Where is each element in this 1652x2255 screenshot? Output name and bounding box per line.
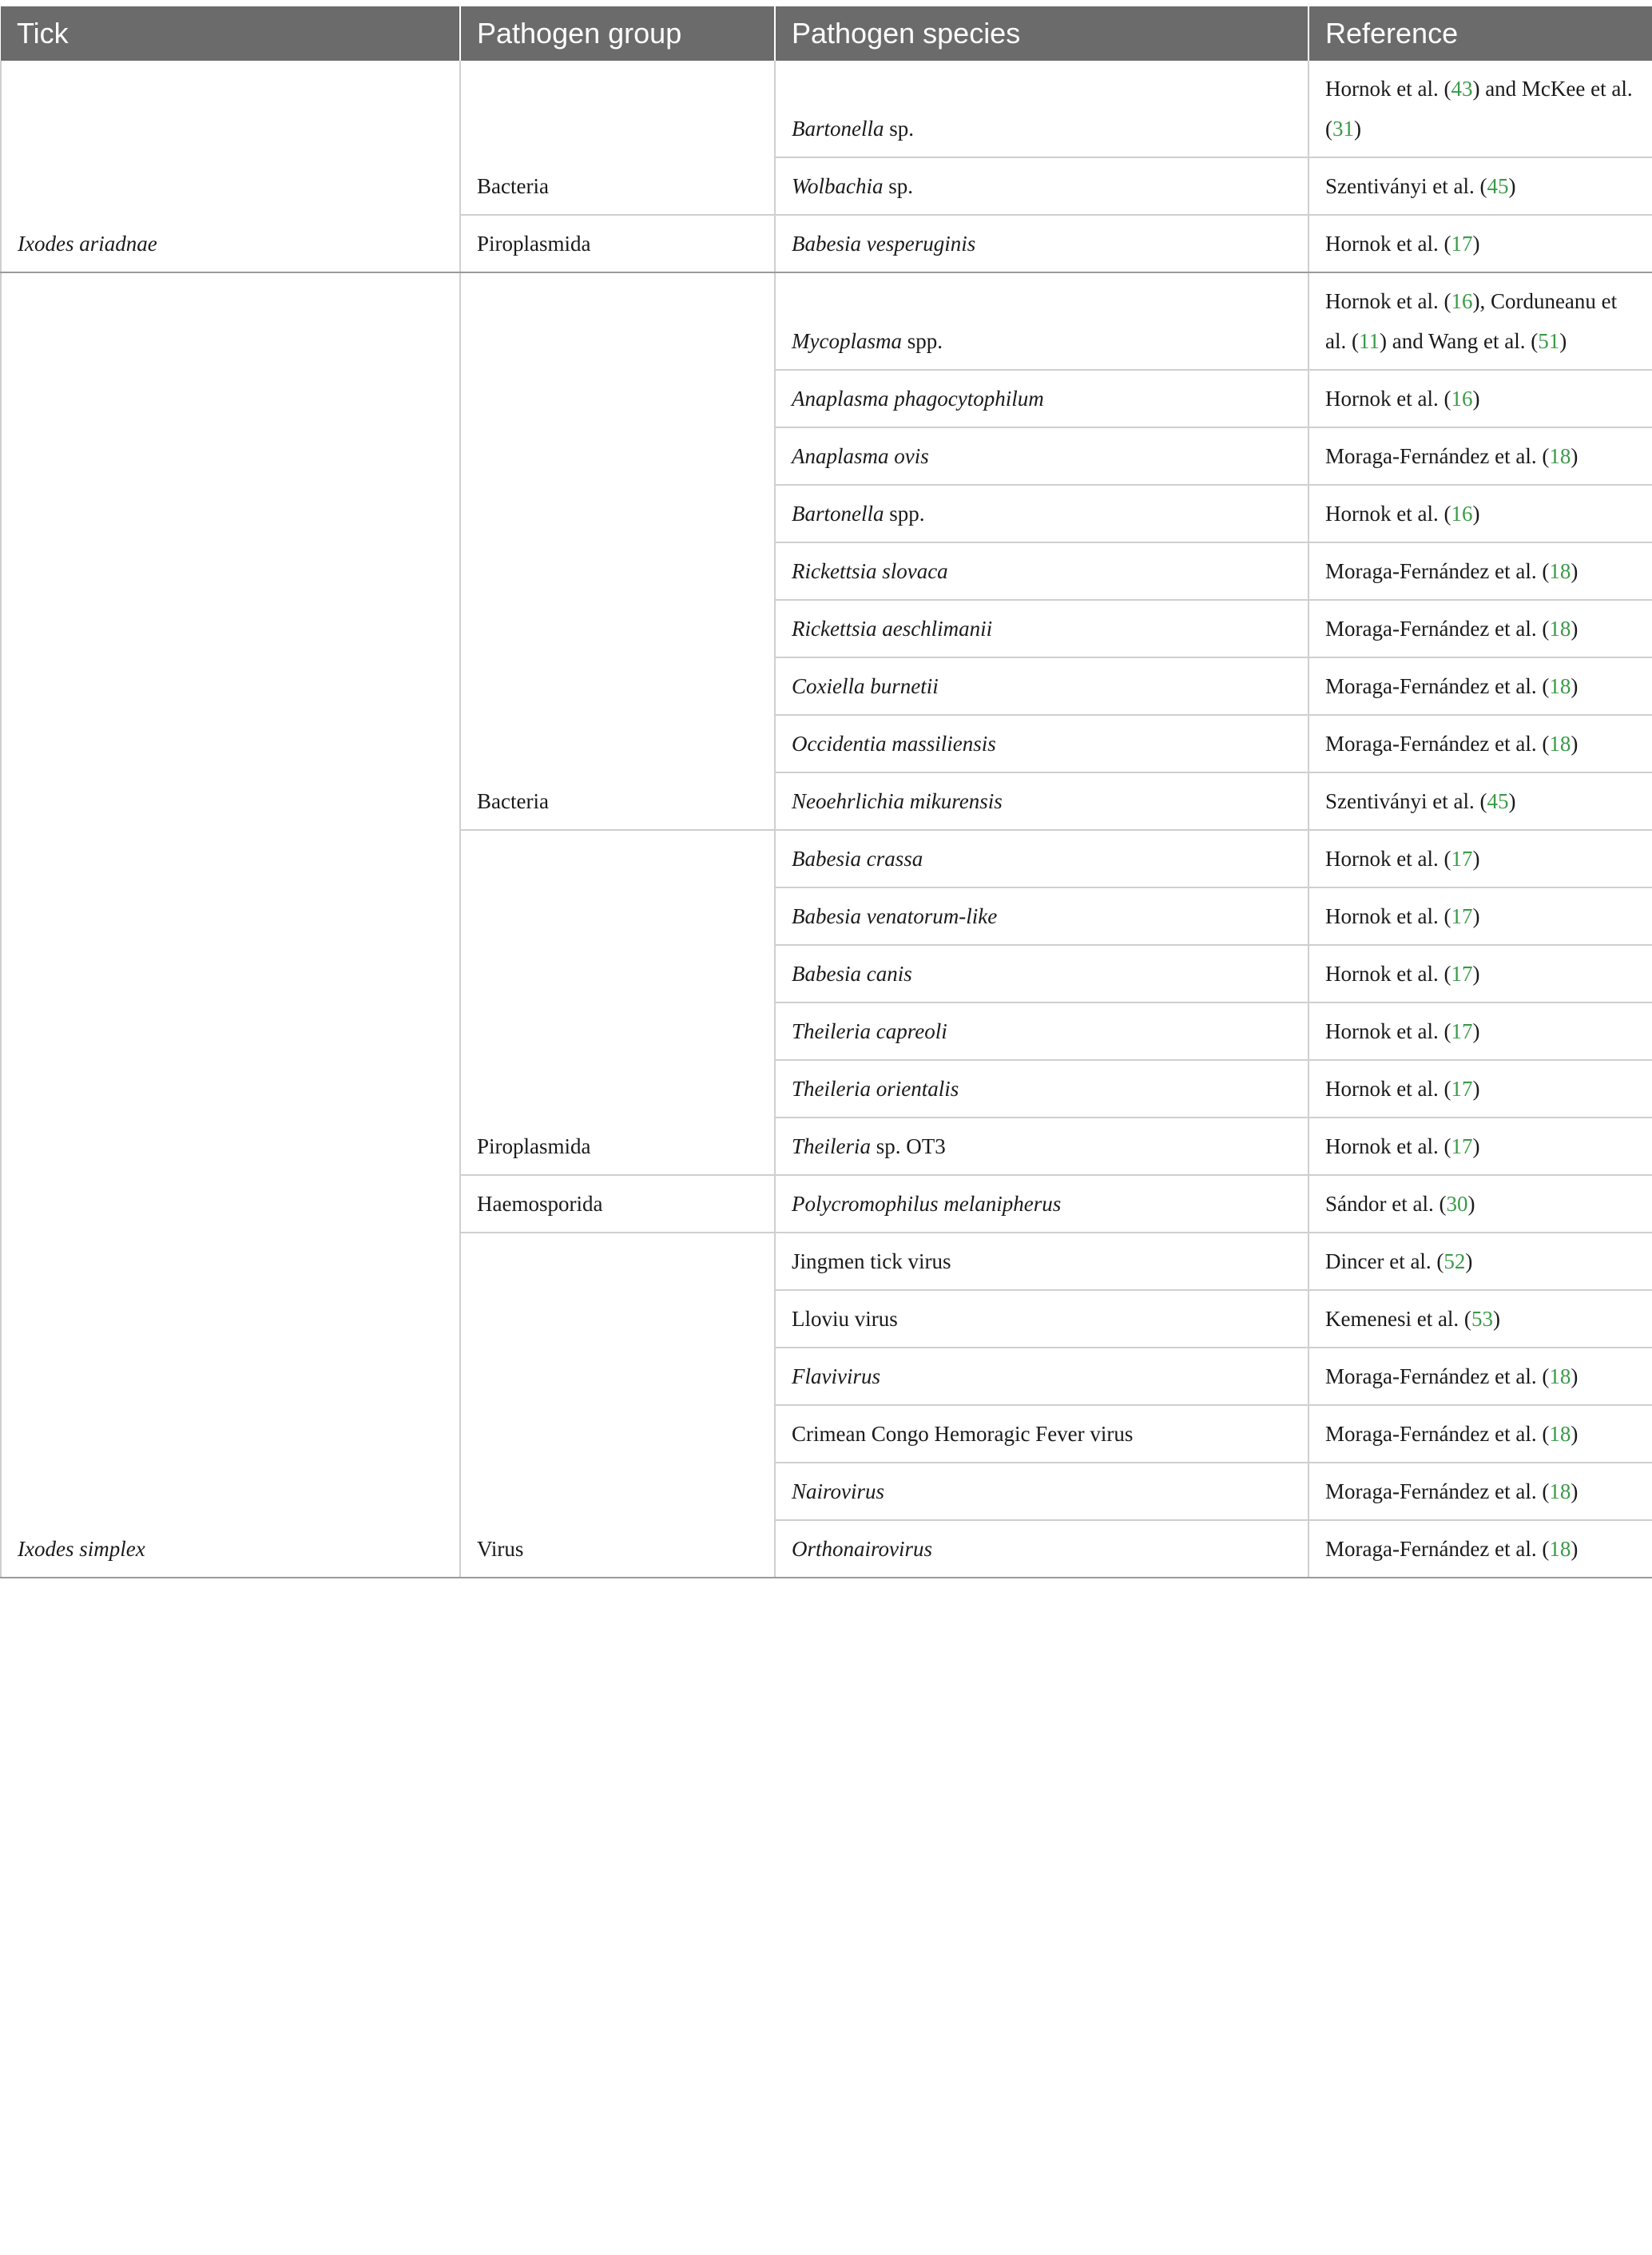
reference-text: ) — [1354, 117, 1361, 141]
species-text: sp. — [884, 117, 915, 141]
pathogen-species-cell — [775, 1463, 1308, 1520]
reference-cell — [1308, 772, 1652, 830]
reference-cell — [1308, 1175, 1652, 1233]
reference-cell — [1308, 427, 1652, 485]
citation-number: 17 — [1451, 1077, 1473, 1101]
reference-text: Moraga-Fernández et al. ( — [1325, 1537, 1550, 1561]
reference-text: ) — [1571, 1537, 1579, 1561]
pathogen-group-cell: Haemosporida — [460, 1175, 775, 1233]
reference-text: Hornok et al. ( — [1325, 289, 1451, 313]
citation-number: 45 — [1487, 174, 1509, 198]
reference-cell — [1308, 485, 1652, 542]
citation-number: 52 — [1444, 1249, 1466, 1273]
species-name-italic: Babesia venatorum-like — [792, 904, 998, 928]
pathogen-species-cell — [775, 542, 1308, 600]
species-name-italic: Mycoplasma — [792, 329, 902, 353]
citation-number: 17 — [1451, 1019, 1473, 1043]
reference-cell — [1308, 1405, 1652, 1463]
species-name-italic: Rickettsia slovaca — [792, 559, 948, 583]
pathogen-species-cell — [775, 157, 1308, 215]
pathogen-species-cell — [775, 657, 1308, 715]
citation-number: 51 — [1538, 329, 1560, 353]
pathogen-group-cell: Piroplasmida — [460, 830, 775, 1175]
header-pathogen-species: Pathogen species — [775, 6, 1308, 61]
species-text: Jingmen tick virus — [792, 1249, 951, 1273]
reference-text: ) — [1472, 1134, 1480, 1158]
reference-text: ) — [1559, 329, 1567, 353]
reference-text: Hornok et al. ( — [1325, 962, 1451, 986]
pathogen-species-cell — [775, 715, 1308, 772]
reference-text: Moraga-Fernández et al. ( — [1325, 617, 1550, 641]
citation-number: 18 — [1549, 559, 1571, 583]
citation-number: 18 — [1549, 1364, 1571, 1388]
pathogen-species-cell — [775, 945, 1308, 1002]
pathogen-species-cell — [775, 272, 1308, 370]
species-name-italic: Bartonella — [792, 502, 884, 526]
reference-text: Hornok et al. ( — [1325, 904, 1451, 928]
reference-text: ) — [1472, 232, 1480, 256]
reference-text: Moraga-Fernández et al. ( — [1325, 444, 1550, 468]
reference-cell — [1308, 1060, 1652, 1118]
citation-number: 18 — [1549, 1422, 1571, 1446]
reference-cell — [1308, 715, 1652, 772]
reference-cell — [1308, 1520, 1652, 1578]
reference-cell — [1308, 215, 1652, 272]
citation-number: 30 — [1446, 1192, 1468, 1216]
pathogen-species-cell — [775, 1290, 1308, 1348]
pathogen-species-cell — [775, 485, 1308, 542]
species-name-italic: Coxiella burnetii — [792, 674, 939, 698]
reference-text: Hornok et al. ( — [1325, 232, 1451, 256]
citation-number: 17 — [1451, 847, 1473, 871]
species-name-italic: Theileria — [792, 1134, 871, 1158]
reference-text: ), Corduneanu et al. ( — [1325, 289, 1618, 353]
pathogen-species-cell — [775, 1348, 1308, 1405]
citation-number: 17 — [1451, 1134, 1473, 1158]
citation-number: 18 — [1549, 617, 1571, 641]
species-name-italic: Flavivirus — [792, 1364, 880, 1388]
reference-text: Moraga-Fernández et al. ( — [1325, 1364, 1550, 1388]
reference-text: ) — [1472, 1077, 1480, 1101]
reference-text: ) — [1571, 1364, 1579, 1388]
reference-cell — [1308, 1463, 1652, 1520]
reference-cell — [1308, 830, 1652, 887]
species-name-italic: Occidentia massiliensis — [792, 732, 996, 756]
table-row — [1, 272, 1652, 370]
species-name-italic: Anaplasma phagocytophilum — [792, 387, 1044, 411]
citation-number: 45 — [1487, 789, 1509, 813]
pathogen-species-cell — [775, 1002, 1308, 1060]
pathogen-species-cell — [775, 215, 1308, 272]
reference-text: ) — [1571, 444, 1579, 468]
pathogen-species-cell — [775, 1175, 1308, 1233]
reference-text: ) — [1508, 174, 1516, 198]
species-text: Crimean Congo Hemoragic Fever virus — [792, 1422, 1134, 1446]
reference-text: ) — [1472, 502, 1480, 526]
pathogen-species-cell — [775, 600, 1308, 657]
citation-number: 43 — [1451, 77, 1473, 101]
species-name-italic: Rickettsia aeschlimanii — [792, 617, 993, 641]
pathogen-species-cell — [775, 1060, 1308, 1118]
species-name-italic: Orthonairovirus — [792, 1537, 933, 1561]
pathogen-table — [0, 6, 1652, 1578]
pathogen-group-cell: Bacteria — [460, 61, 775, 215]
pathogen-group-cell: Piroplasmida — [460, 215, 775, 272]
species-name-italic: Theileria capreoli — [792, 1019, 947, 1043]
reference-text: ) and Wang et al. ( — [1379, 329, 1539, 353]
species-name-italic: Anaplasma ovis — [792, 444, 929, 468]
citation-number: 18 — [1549, 444, 1571, 468]
reference-text: ) — [1467, 1192, 1475, 1216]
tick-cell: Ixodes ariadnae — [1, 61, 460, 272]
reference-cell — [1308, 272, 1652, 370]
reference-text: ) — [1571, 674, 1579, 698]
reference-text: ) — [1508, 789, 1516, 813]
reference-text: Moraga-Fernández et al. ( — [1325, 732, 1550, 756]
table-row — [1, 61, 1652, 157]
species-name-italic: Wolbachia — [792, 174, 884, 198]
pathogen-species-cell — [775, 1118, 1308, 1175]
reference-cell — [1308, 887, 1652, 945]
reference-text: ) — [1465, 1249, 1473, 1273]
reference-cell — [1308, 157, 1652, 215]
reference-text: ) — [1472, 1019, 1480, 1043]
species-name-italic: Babesia canis — [792, 962, 912, 986]
citation-number: 16 — [1451, 502, 1473, 526]
citation-number: 11 — [1358, 329, 1380, 353]
reference-text: Sándor et al. ( — [1325, 1192, 1447, 1216]
reference-cell — [1308, 542, 1652, 600]
reference-cell — [1308, 600, 1652, 657]
reference-text: ) — [1472, 904, 1480, 928]
reference-cell — [1308, 61, 1652, 157]
pathogen-species-cell — [775, 1405, 1308, 1463]
header-row — [1, 6, 1652, 61]
species-name-italic: Polycromophilus melanipherus — [792, 1192, 1062, 1216]
reference-text: Hornok et al. ( — [1325, 1019, 1451, 1043]
reference-cell — [1308, 945, 1652, 1002]
reference-text: ) — [1472, 962, 1480, 986]
reference-text: ) — [1472, 387, 1480, 411]
reference-text: Moraga-Fernández et al. ( — [1325, 559, 1550, 583]
species-text: sp. — [883, 174, 914, 198]
reference-cell — [1308, 1348, 1652, 1405]
pathogen-species-cell — [775, 830, 1308, 887]
reference-text: ) — [1571, 559, 1579, 583]
pathogen-species-cell — [775, 427, 1308, 485]
citation-number: 53 — [1471, 1307, 1493, 1331]
species-name-italic: Nairovirus — [792, 1479, 885, 1503]
citation-number: 31 — [1332, 117, 1354, 141]
pathogen-species-cell — [775, 887, 1308, 945]
reference-text: ) — [1571, 732, 1579, 756]
species-text: spp. — [901, 329, 943, 353]
reference-text: Moraga-Fernández et al. ( — [1325, 1422, 1550, 1446]
reference-text: ) — [1492, 1307, 1500, 1331]
reference-text: Hornok et al. ( — [1325, 502, 1451, 526]
header-tick: Tick — [1, 6, 460, 61]
species-text: Lloviu virus — [792, 1307, 898, 1331]
pathogen-species-cell — [775, 61, 1308, 157]
reference-text: ) — [1571, 1422, 1579, 1446]
pathogen-species-cell — [775, 370, 1308, 427]
reference-text: Szentiványi et al. ( — [1325, 174, 1487, 198]
citation-number: 16 — [1451, 289, 1473, 313]
citation-number: 16 — [1451, 387, 1473, 411]
pathogen-species-cell — [775, 1520, 1308, 1578]
tick-cell: Ixodes simplex — [1, 272, 460, 1578]
pathogen-species-cell — [775, 1233, 1308, 1290]
reference-cell — [1308, 1290, 1652, 1348]
reference-text: ) and McKee et al. ( — [1325, 77, 1633, 141]
reference-text: Dincer et al. ( — [1325, 1249, 1444, 1273]
reference-text: Kemenesi et al. ( — [1325, 1307, 1471, 1331]
citation-number: 17 — [1451, 962, 1473, 986]
reference-text: ) — [1571, 1479, 1579, 1503]
reference-text: ) — [1472, 847, 1480, 871]
reference-text: Szentiványi et al. ( — [1325, 789, 1487, 813]
reference-cell — [1308, 370, 1652, 427]
reference-text: Moraga-Fernández et al. ( — [1325, 1479, 1550, 1503]
reference-text: Hornok et al. ( — [1325, 77, 1451, 101]
species-text: sp. OT3 — [871, 1134, 946, 1158]
pathogen-group-cell: Bacteria — [460, 272, 775, 830]
reference-text: Moraga-Fernández et al. ( — [1325, 674, 1550, 698]
species-text: spp. — [884, 502, 925, 526]
species-name-italic: Theileria orientalis — [792, 1077, 959, 1101]
citation-number: 18 — [1549, 674, 1571, 698]
citation-number: 18 — [1549, 732, 1571, 756]
citation-number: 18 — [1549, 1537, 1571, 1561]
reference-text: Hornok et al. ( — [1325, 387, 1451, 411]
citation-number: 17 — [1451, 904, 1473, 928]
species-name-italic: Babesia vesperuginis — [792, 232, 976, 256]
reference-text: ) — [1571, 617, 1579, 641]
pathogen-species-cell — [775, 772, 1308, 830]
reference-text: Hornok et al. ( — [1325, 1134, 1451, 1158]
reference-text: Hornok et al. ( — [1325, 1077, 1451, 1101]
reference-text: Hornok et al. ( — [1325, 847, 1451, 871]
species-name-italic: Bartonella — [792, 117, 884, 141]
header-reference: Reference — [1308, 6, 1652, 61]
header-pathogen-group: Pathogen group — [460, 6, 775, 61]
citation-number: 17 — [1451, 232, 1473, 256]
reference-cell — [1308, 1002, 1652, 1060]
table-body — [1, 61, 1652, 1578]
reference-cell — [1308, 1233, 1652, 1290]
pathogen-group-cell: Virus — [460, 1233, 775, 1578]
reference-cell — [1308, 1118, 1652, 1175]
table-header — [1, 6, 1652, 61]
species-name-italic: Neoehrlichia mikurensis — [792, 789, 1003, 813]
species-name-italic: Babesia crassa — [792, 847, 923, 871]
reference-cell — [1308, 657, 1652, 715]
citation-number: 18 — [1549, 1479, 1571, 1503]
